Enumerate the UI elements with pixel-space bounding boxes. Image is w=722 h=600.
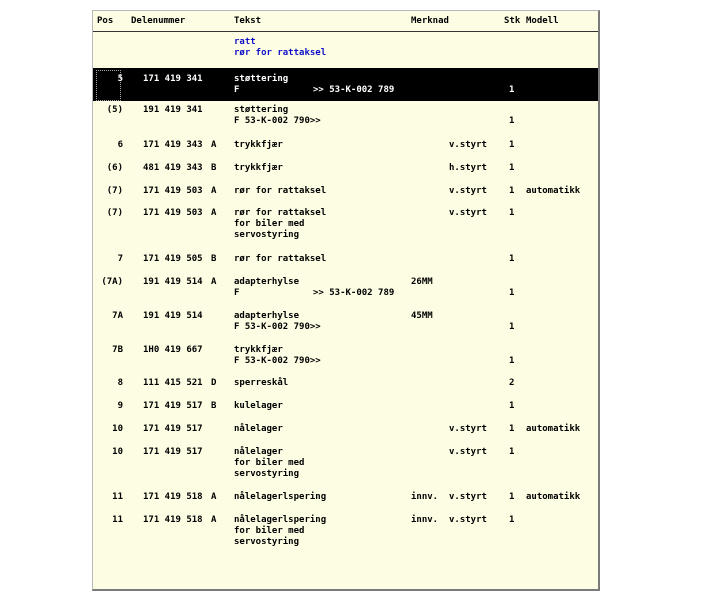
part-number-cell: 111 415 521	[143, 378, 203, 388]
col-remark-header[interactable]: Merknad	[411, 16, 449, 26]
qty-cell: 1	[509, 492, 515, 502]
part-suffix-cell: B	[211, 163, 217, 173]
pos-cell: 11	[112, 492, 123, 502]
part-number-cell: 171 419 503	[143, 186, 203, 196]
qty-cell: 1	[509, 447, 515, 457]
text-cell-line2: for biler med	[234, 219, 305, 229]
part-number-cell: 171 419 341	[143, 74, 203, 84]
qty-cell: 1	[509, 85, 515, 95]
text-cell: trykkfjær	[234, 163, 283, 173]
table-row[interactable]	[93, 342, 598, 372]
text-cell: rør for rattaksel	[234, 208, 327, 218]
part-suffix-cell: A	[211, 277, 217, 287]
text-cell-line2: F 53-K-002 790>>	[234, 116, 321, 126]
part-number-cell: 171 419 343	[143, 140, 203, 150]
text-cell-line3: servostyring	[234, 537, 300, 547]
part-number-cell: 191 419 341	[143, 105, 203, 115]
model-cell: automatikk	[526, 492, 581, 502]
pos-cell: (7)	[106, 186, 123, 196]
text-cell: adapterhylse	[234, 311, 300, 321]
pos-cell: (6)	[106, 163, 123, 173]
qty-cell: 1	[509, 116, 515, 126]
text-cell: nålelager	[234, 424, 283, 434]
parts-list-panel	[92, 10, 600, 591]
chassis-range-cell: >> 53-K-002 789	[313, 288, 395, 298]
qty-cell: 1	[509, 186, 515, 196]
part-number-cell: 171 419 517	[143, 447, 203, 457]
pos-cell: 9	[117, 401, 123, 411]
part-number-cell: 171 419 517	[143, 424, 203, 434]
table-row[interactable]	[93, 421, 598, 441]
col-text-header[interactable]: Tekst	[234, 16, 262, 26]
part-suffix-cell: D	[211, 378, 217, 388]
part-suffix-cell: A	[211, 186, 217, 196]
group-title-line1: ratt	[234, 37, 256, 47]
part-number-cell: 171 419 518	[143, 515, 203, 525]
text-cell: kulelager	[234, 401, 283, 411]
qty-cell: 1	[509, 163, 515, 173]
part-suffix-cell: A	[211, 208, 217, 218]
steering-remark-cell: v.styrt	[449, 140, 487, 150]
steering-remark-cell: v.styrt	[449, 447, 487, 457]
column-header	[93, 11, 598, 32]
qty-cell: 1	[509, 356, 515, 366]
text-cell-line2: F	[234, 288, 240, 298]
part-number-cell: 191 419 514	[143, 277, 203, 287]
chassis-range-cell: >> 53-K-002 789	[313, 85, 395, 95]
part-suffix-cell: B	[211, 254, 217, 264]
text-cell-line3: servostyring	[234, 469, 300, 479]
table-row[interactable]	[93, 308, 598, 338]
pos-cell: (7)	[106, 208, 123, 218]
pos-cell: 11	[112, 515, 123, 525]
pos-cell: 7B	[112, 345, 123, 355]
text-cell: rør for rattaksel	[234, 254, 327, 264]
table-row[interactable]	[93, 512, 598, 554]
steering-remark-cell: v.styrt	[449, 186, 487, 196]
part-number-cell: 171 419 518	[143, 492, 203, 502]
table-row[interactable]	[93, 489, 598, 509]
table-row[interactable]	[93, 102, 598, 132]
part-suffix-cell: B	[211, 401, 217, 411]
text-cell: støttering	[234, 74, 289, 84]
qty-cell: 1	[509, 140, 515, 150]
pos-cell: 7	[117, 254, 123, 264]
text-cell-line2: F	[234, 85, 240, 95]
text-cell: trykkfjær	[234, 140, 283, 150]
remark-cell: 45MM	[411, 311, 433, 321]
pos-cell: 8	[117, 378, 123, 388]
col-model-header[interactable]: Modell	[526, 16, 559, 26]
table-row[interactable]	[93, 137, 598, 157]
remark-cell: innv.	[411, 492, 439, 502]
remark-cell: innv.	[411, 515, 439, 525]
table-row[interactable]	[93, 375, 598, 395]
pos-cell: (7A)	[101, 277, 123, 287]
qty-cell: 1	[509, 288, 515, 298]
part-number-cell: 171 419 503	[143, 208, 203, 218]
table-row[interactable]	[93, 183, 598, 203]
qty-cell: 2	[509, 378, 515, 388]
text-cell: nålelager	[234, 447, 283, 457]
text-cell-line2: for biler med	[234, 526, 305, 536]
part-number-cell: 1H0 419 667	[143, 345, 203, 355]
group-title-row	[93, 37, 598, 67]
qty-cell: 1	[509, 208, 515, 218]
remark-cell: 26MM	[411, 277, 433, 287]
text-cell: nålelagerlspering	[234, 515, 327, 525]
col-pos-header[interactable]: Pos	[97, 16, 114, 26]
steering-remark-cell: v.styrt	[449, 515, 487, 525]
group-title-line2: rør for rattaksel	[234, 48, 327, 58]
text-cell: rør for rattaksel	[234, 186, 327, 196]
text-cell: adapterhylse	[234, 277, 300, 287]
part-suffix-cell: A	[211, 515, 217, 525]
part-suffix-cell: A	[211, 492, 217, 502]
table-row[interactable]	[93, 398, 598, 418]
qty-cell: 1	[509, 515, 515, 525]
col-part-number-header[interactable]: Delenummer	[131, 16, 186, 26]
steering-remark-cell: v.styrt	[449, 208, 487, 218]
table-row[interactable]	[93, 251, 598, 271]
pos-cell: 10	[112, 447, 123, 457]
text-cell: sperreskål	[234, 378, 289, 388]
qty-cell: 1	[509, 424, 515, 434]
steering-remark-cell: v.styrt	[449, 492, 487, 502]
pos-cell: 5	[117, 74, 123, 84]
table-row[interactable]	[93, 68, 598, 101]
model-cell: automatikk	[526, 186, 581, 196]
part-number-cell: 481 419 343	[143, 163, 203, 173]
text-cell: støttering	[234, 105, 289, 115]
text-cell-line2: F 53-K-002 790>>	[234, 356, 321, 366]
qty-cell: 1	[509, 401, 515, 411]
steering-remark-cell: v.styrt	[449, 424, 487, 434]
model-cell: automatikk	[526, 424, 581, 434]
table-row[interactable]	[93, 160, 598, 180]
pos-cell: 10	[112, 424, 123, 434]
part-suffix-cell: A	[211, 140, 217, 150]
pos-cell: 7A	[112, 311, 123, 321]
qty-cell: 1	[509, 254, 515, 264]
steering-remark-cell: h.styrt	[449, 163, 487, 173]
qty-cell: 1	[509, 322, 515, 332]
part-number-cell: 171 419 517	[143, 401, 203, 411]
text-cell-line2: for biler med	[234, 458, 305, 468]
pos-cell: (5)	[106, 105, 123, 115]
text-cell: nålelagerlspering	[234, 492, 327, 502]
text-cell: trykkfjær	[234, 345, 283, 355]
part-number-cell: 191 419 514	[143, 311, 203, 321]
pos-cell: 6	[117, 140, 123, 150]
part-number-cell: 171 419 505	[143, 254, 203, 264]
table-row[interactable]	[93, 444, 598, 486]
col-qty-header[interactable]: Stk	[504, 16, 521, 26]
text-cell-line3: servostyring	[234, 230, 300, 240]
text-cell-line2: F 53-K-002 790>>	[234, 322, 321, 332]
table-row[interactable]	[93, 205, 598, 247]
table-row[interactable]	[93, 274, 598, 304]
